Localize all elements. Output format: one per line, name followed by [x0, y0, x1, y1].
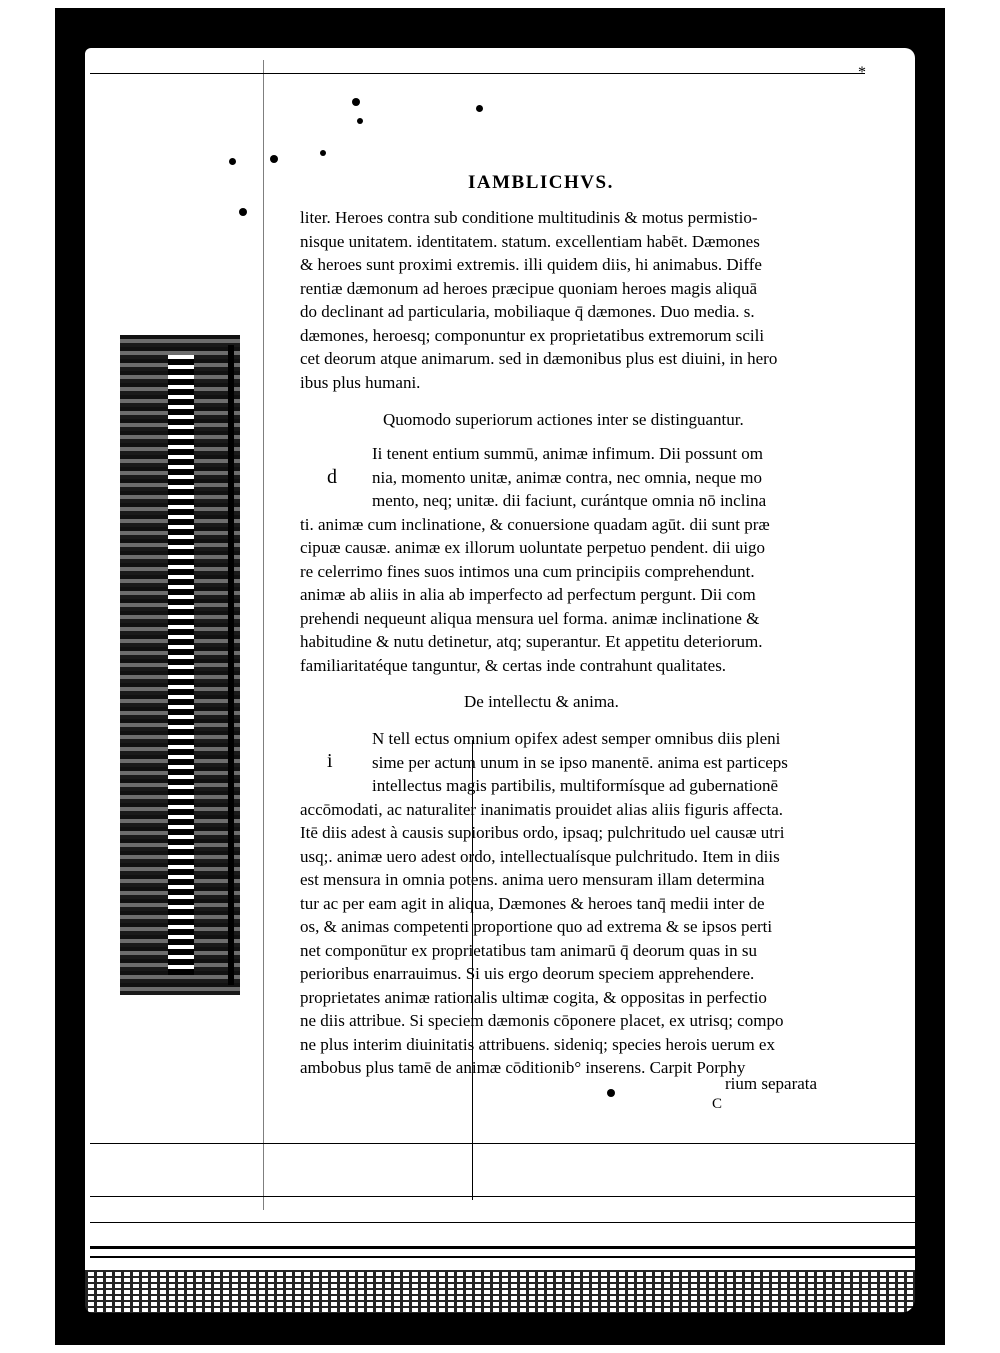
text-line: & heroes sunt proximi extremis. illi quidem diis, hi animabus. Diffe — [300, 255, 762, 274]
signature-mark: C — [712, 1096, 723, 1112]
scan-rule — [90, 1222, 915, 1223]
text-line: animæ ab aliis in alia ab imperfecto ad perfectum pergunt. Dii com — [300, 585, 756, 604]
text-line: re celerrimo fines suos intimos una cum principiis comprehendunt. — [300, 561, 755, 581]
text-line: dæmones, heroesq; componuntur ex proprietatibus extremorum scili — [300, 325, 765, 345]
scan-rule — [263, 60, 264, 1210]
text-line: est mensura in omnia potens. anima uero mensuram illam determina — [300, 870, 765, 889]
text-line: familiaritatéque tanguntur, & certas inde contrahunt qualitates. — [300, 655, 727, 675]
text-line: ne plus interim diuinitatis attribuens. sideniq; species herois uerum ex — [300, 1034, 775, 1054]
text-line: Ii tenent entium summū, animæ infimum. Dii possunt om — [372, 444, 763, 463]
guide-letter: d — [327, 466, 337, 488]
scan-rule — [90, 1256, 915, 1258]
section-heading: Quomodo superiorum actiones inter se distinguantur. — [383, 410, 744, 429]
ink-speck — [357, 118, 363, 124]
text-line: sime per actum unum in se ipso manentē. anima est particeps — [372, 752, 788, 772]
text-line: cet deorum atque animarum. sed in dæmonibus plus est diuini, in hero — [300, 349, 778, 368]
text-line: nisque unitatem. identitatem. statum. excellentiam habēt. Dæmones — [300, 231, 760, 251]
torn-bottom-edge — [85, 1270, 915, 1320]
scan-rule — [90, 1196, 915, 1197]
section-3 — [300, 727, 860, 1080]
text-line: usq;. animæ uero adest ordo, intellectualísque pulchritudo. Item in diis — [300, 846, 780, 866]
text-line: habitudine & nutu detinetur, atq; superantur. Et appetitu deteriorum. — [300, 632, 763, 651]
ink-speck — [229, 158, 236, 165]
text-line: tur ac per eam agit in aliqua, Dæmones & heroes tanq̄ medii inter de — [300, 893, 765, 913]
text-line: prehendi nequeunt aliqua mensura uel forma. animæ inclinatione & — [300, 608, 760, 628]
text-line: rentiæ dæmonum ad heroes præcipue quoniam heroes magis aliquā — [300, 278, 758, 298]
text-line: Itē diis adest à causis supioribus ordo, ipsaq; pulchritudo uel causæ utri — [300, 823, 785, 842]
text-line: ti. animæ cum inclinatione, & conuersione quadam agūt. dii sunt præ — [300, 514, 770, 534]
text-line: net componūtur ex proprietatibus tam animarū q̄ deorum quas in su — [300, 940, 758, 960]
text-line: ne diis attribue. Si speciem dæmonis cōponere placet, ex utrisq; compo — [300, 1011, 784, 1030]
section-2 — [300, 442, 860, 677]
text-line: perioribus enarrauimus. Si uis ergo deorum speciem apprehendere. — [300, 964, 755, 983]
text-line: do declinant ad particularia, mobiliaque q̄ dæmones. Duo media. s. — [300, 302, 755, 321]
ink-speck — [607, 1089, 615, 1097]
ink-speck — [320, 150, 326, 156]
section-1 — [300, 206, 860, 394]
text-line: nia, momento unitæ, animæ contra, nec omnia, neque mo — [372, 467, 762, 487]
text-line: ambobus plus tamē de animæ cōditionib° inserens. Carpit Porphy — [300, 1058, 746, 1077]
text-line: os, & animas competenti proportione quo ad extrema & se ipsos perti — [300, 917, 773, 936]
section-heading: De intellectu & anima. — [464, 692, 619, 711]
running-head: IAMBLICHVS. — [468, 172, 614, 193]
text-line-final: rium separata — [725, 1074, 818, 1093]
corner-mark: * — [858, 64, 866, 81]
ink-speck — [476, 105, 483, 112]
text-line: N tell ectus omnium opifex adest semper omnibus diis pleni — [372, 729, 781, 748]
scan-rule — [90, 1143, 915, 1144]
text-line: intellectus magis partibilis, multiformísque ad gubernationē — [372, 776, 779, 795]
ink-speck — [270, 155, 278, 163]
scan-rule — [90, 73, 865, 74]
ink-speck — [239, 208, 247, 216]
scan-rule — [90, 1246, 915, 1249]
text-line: accōmodati, ac naturaliter inanimatis prouidet alias aliis figuris affecta. — [300, 799, 784, 819]
ink-speck — [352, 98, 360, 106]
text-line: proprietates animæ rationalis ultimæ cogita, & oppositas in perfectio — [300, 987, 767, 1007]
guide-letter: i — [327, 750, 333, 772]
text-line: mento, neq; unitæ. dii faciunt, curántque omnia nō inclina — [372, 491, 767, 510]
text-line: ibus plus humani. — [300, 372, 421, 392]
margin-binding-strip — [120, 335, 240, 995]
text-line: liter. Heroes contra sub conditione multitudinis & motus permistio- — [300, 208, 758, 227]
text-line: cipuæ causæ. animæ ex illorum uoluntate perpetuo pendent. dii uigo — [300, 538, 766, 557]
